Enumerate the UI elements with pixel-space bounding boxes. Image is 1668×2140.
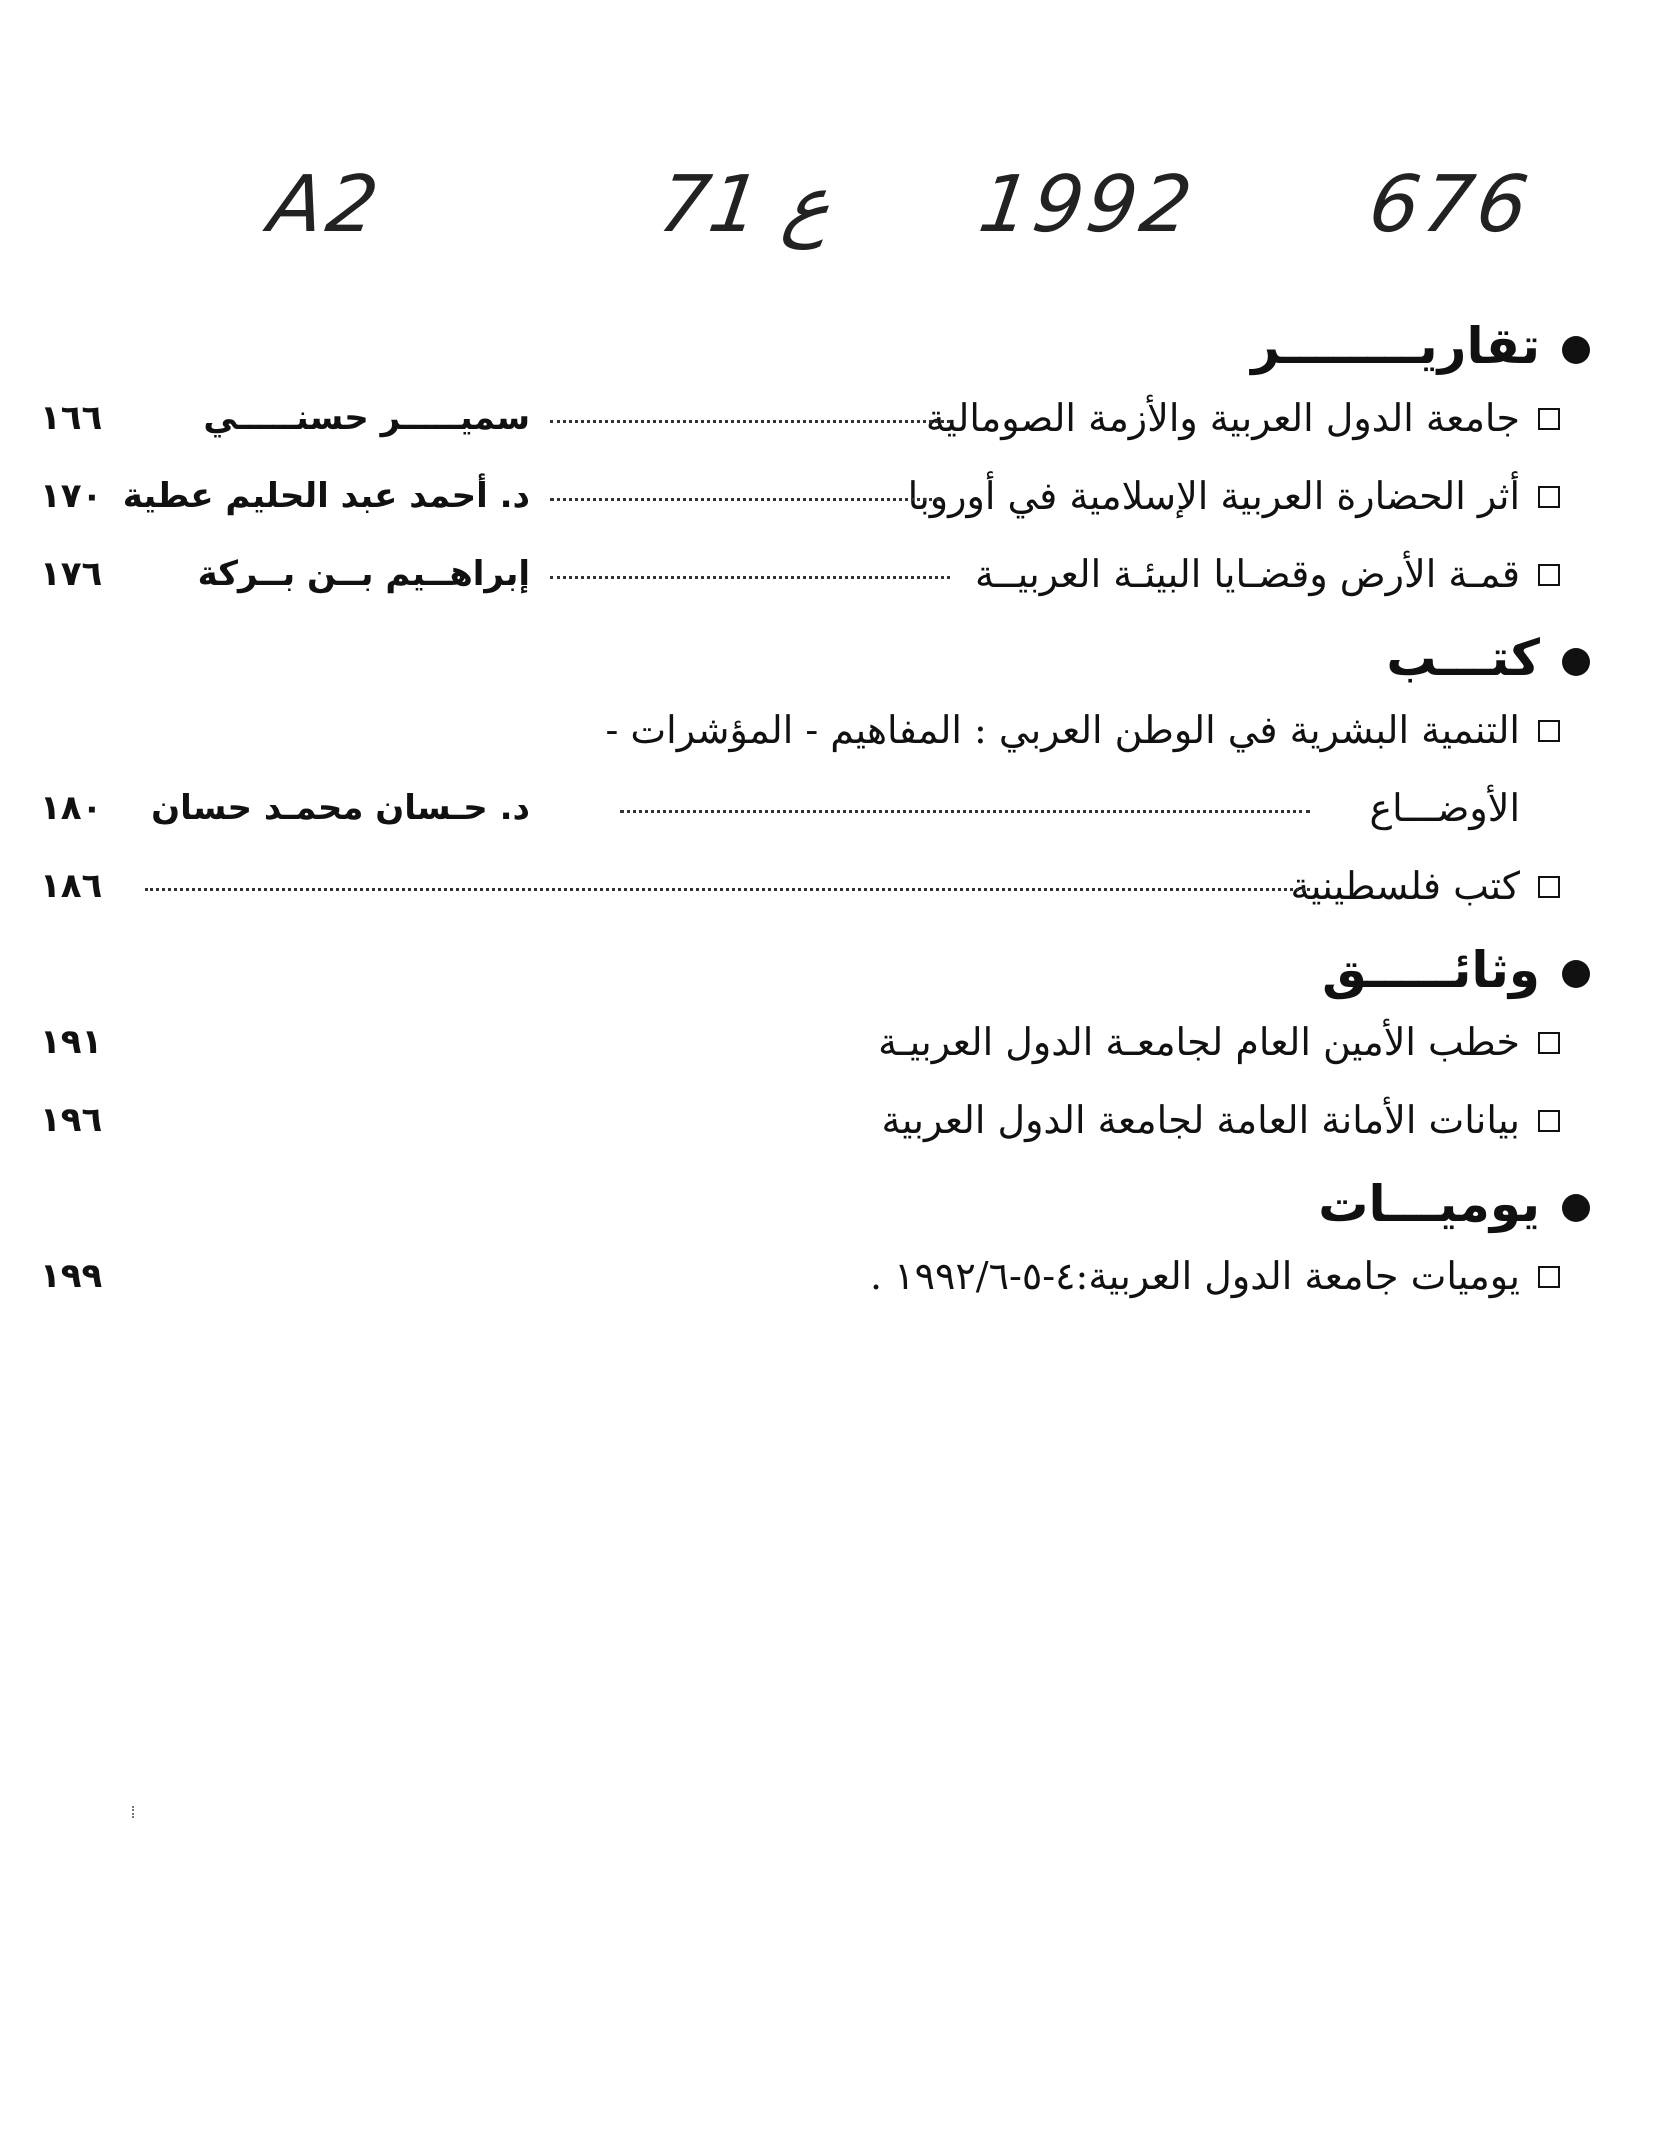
handwritten-year: 1992 (973, 160, 1201, 250)
checkbox-icon (1538, 1266, 1560, 1288)
checkbox-icon (1538, 720, 1560, 742)
section-title: يوميـــات (1318, 1175, 1540, 1233)
entry-page: ١٩٦ (40, 1100, 103, 1140)
dot-leader (620, 810, 1310, 813)
dot-leader (550, 420, 950, 423)
handwritten-annotation (260, 160, 1538, 270)
entry-page: ١٩١ (40, 1022, 103, 1062)
toc-entry (30, 534, 1590, 612)
section-header-books (30, 626, 1590, 690)
entry-title: قمـة الأرض وقضـايا البيئـة العربيــة (975, 552, 1520, 596)
section-title: كتـــب (1386, 629, 1540, 687)
checkbox-icon (1538, 564, 1560, 586)
entry-title: التنمية البشرية في الوطن العربي : المفاهيم - المؤشرات - (605, 708, 1520, 752)
entry-page: ١٧٦ (40, 554, 103, 594)
bullet-icon (1562, 336, 1590, 364)
toc-entry (30, 690, 1590, 768)
toc-entry (30, 1080, 1590, 1158)
section-header-diaries (30, 1172, 1590, 1236)
checkbox-icon (1538, 486, 1560, 508)
section-header-documents (30, 938, 1590, 1002)
entry-page: ١٨٦ (40, 866, 103, 906)
checkbox-icon (1538, 1110, 1560, 1132)
table-of-contents (30, 300, 1590, 1314)
checkbox-icon (1538, 408, 1560, 430)
section-title: تقاريــــــــر (1251, 317, 1540, 375)
bullet-icon (1562, 648, 1590, 676)
entry-page: ١٨٠ (40, 788, 103, 828)
entry-title: جامعة الدول العربية والأزمة الصومالية (925, 396, 1520, 440)
entry-page: ١٩٩ (40, 1256, 103, 1296)
handwritten-issue: 71 ع (653, 160, 837, 250)
toc-entry (30, 1002, 1590, 1080)
entry-page: ١٧٠ (40, 476, 103, 516)
dot-leader (550, 576, 950, 579)
handwritten-code: A2 (263, 160, 388, 250)
scan-speck (132, 1806, 137, 1818)
dot-leader (145, 888, 1310, 891)
bullet-icon (1562, 960, 1590, 988)
checkbox-icon (1538, 876, 1560, 898)
entry-page: ١٦٦ (40, 398, 103, 438)
dot-leader (550, 498, 940, 501)
entry-author: سميـــــر حسنـــــي (203, 398, 530, 438)
entry-title: خطب الأمين العام لجامعـة الدول العربيـة (878, 1020, 1520, 1064)
entry-title: كتب فلسطينية (1290, 864, 1520, 908)
handwritten-number: 676 (1363, 160, 1538, 250)
entry-title: بيانات الأمانة العامة لجامعة الدول العربية (881, 1098, 1520, 1142)
section-title: وثائـــــق (1322, 941, 1540, 999)
toc-entry (30, 846, 1590, 924)
checkbox-icon (1538, 1032, 1560, 1054)
toc-entry-continuation (30, 768, 1590, 846)
section-header-reports (30, 314, 1590, 378)
entry-author: إبراهــيم بــن بــركة (197, 554, 530, 594)
entry-title: أثر الحضارة العربية الإسلامية في أوروبا (907, 474, 1520, 518)
toc-entry (30, 456, 1590, 534)
entry-title-continuation: الأوضـــاع (1369, 786, 1520, 830)
entry-author: د. حـسان محمـد حسان (151, 788, 530, 828)
toc-entry (30, 378, 1590, 456)
bullet-icon (1562, 1194, 1590, 1222)
entry-author: د. أحمد عبد الحليم عطية (122, 476, 530, 516)
entry-title: يوميات جامعة الدول العربية:٤-٥-١٩٩٢/٦ . (869, 1254, 1520, 1298)
toc-entry (30, 1236, 1590, 1314)
